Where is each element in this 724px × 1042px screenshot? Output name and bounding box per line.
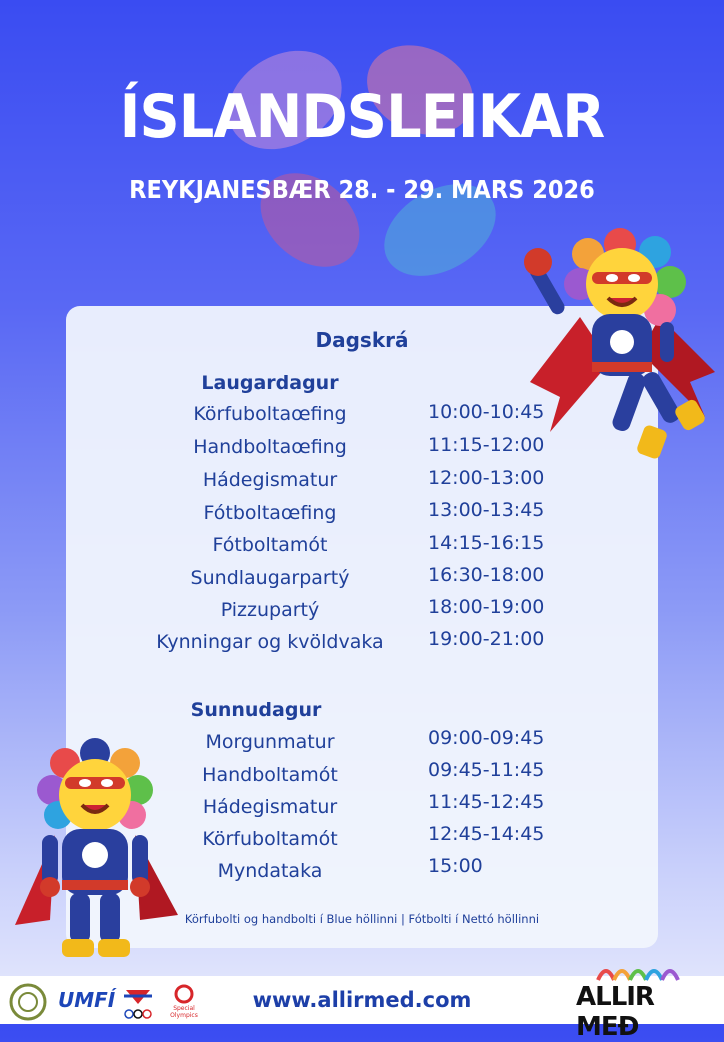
event-name: Körfuboltamót (202, 828, 338, 850)
event-time: 10:00-10:45 (428, 401, 545, 423)
event-time: 11:15-12:00 (428, 434, 545, 456)
event-name: Pizzupartý (220, 599, 320, 621)
flying-mascot-image (520, 222, 720, 467)
svg-text:Olympics: Olympics (170, 1012, 198, 1019)
event-name: Hádegismatur (202, 469, 338, 491)
allir-med-logo: ALLIR MEÐ (576, 982, 654, 1042)
event-time: 09:00-09:45 (428, 727, 545, 749)
day-heading-sunday: Sunnudagur (190, 699, 322, 721)
event-name: Hádegismatur (202, 796, 338, 818)
schedule-heading: Dagskrá (315, 328, 409, 352)
allir-med-arches-icon (596, 960, 686, 982)
svg-text:Special: Special (173, 1005, 195, 1012)
day-heading-saturday: Laugardagur (201, 372, 339, 394)
event-name: Sundlaugarpartý (190, 567, 350, 589)
event-location-dates: REYKJANESBÆR 28. - 29. MARS 2026 (129, 175, 595, 204)
event-time: 19:00-21:00 (428, 628, 545, 650)
event-time: 12:45-14:45 (428, 823, 545, 845)
event-name: Handboltamót (202, 764, 338, 786)
umfi-logo: UMFÍ (58, 988, 116, 1012)
event-time: 16:30-18:00 (428, 564, 545, 586)
event-time: 14:15-16:15 (428, 532, 545, 554)
venue-footnote: Körfubolti og handbolti í Blue höllinni | Fótbolti í Nettó höllinni (184, 912, 540, 926)
event-time: 15:00 (428, 855, 483, 877)
event-name: Kynningar og kvöldvaka (156, 631, 384, 653)
event-name: Fótboltamót (212, 534, 328, 556)
event-time: 13:00-13:45 (428, 499, 545, 521)
event-time: 09:45-11:45 (428, 759, 545, 781)
event-time: 18:00-19:00 (428, 596, 545, 618)
event-time: 11:45-12:45 (428, 791, 545, 813)
event-time: 12:00-13:00 (428, 467, 545, 489)
event-name: Körfuboltaœfing (193, 403, 347, 425)
event-name: Myndataka (217, 860, 323, 882)
standing-mascot-image (10, 735, 180, 965)
event-name: Morgunmatur (205, 731, 335, 753)
event-name: Handboltaœfing (193, 436, 347, 458)
page-title: ÍSLANDSLEIKAR (119, 82, 605, 152)
website-link[interactable]: www.allirmed.com (252, 988, 472, 1012)
background-emblem (200, 20, 540, 310)
event-name: Fótboltaœfing (203, 502, 337, 524)
